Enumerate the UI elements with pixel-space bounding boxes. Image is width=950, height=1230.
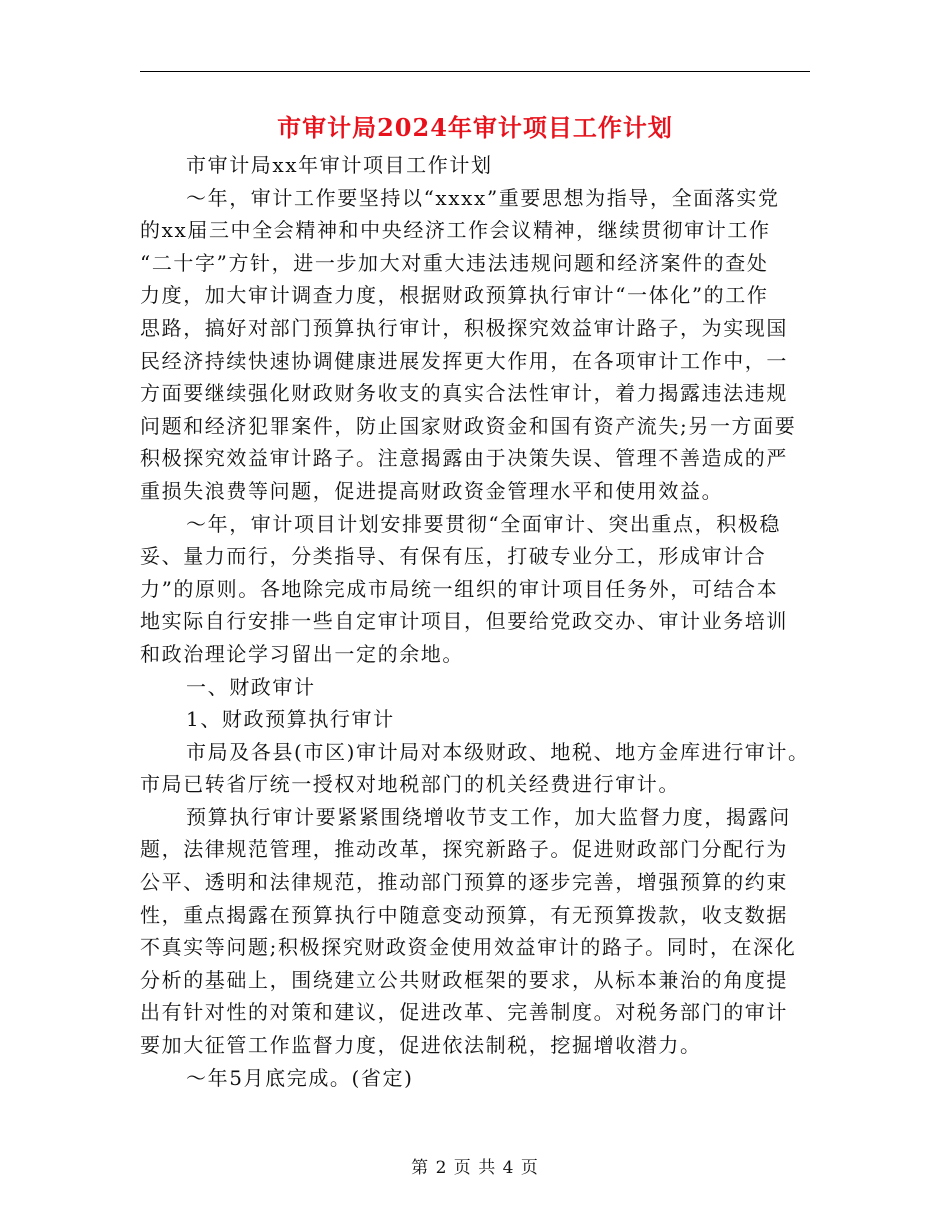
text-line: 重损失浪费等问题，促进提高财政资金管理水平和使用效益。	[140, 478, 724, 503]
text-line: 1、财政预算执行审计	[186, 707, 395, 732]
text-line: 市审计局xx年审计项目工作计划	[186, 153, 493, 177]
text-line: 分析的基础上，围绕建立公共财政框架的要求，从标本兼治的角度提	[140, 967, 788, 992]
text-line: “二十字”方针，进一步加大对重大违法违规问题和经济案件的查处	[140, 250, 769, 275]
text-line: 性，重点揭露在预算执行中随意变动预算，有无预算拨款，收支数据	[140, 902, 788, 927]
text-line: 的xx届三中全会精神和中央经济工作会议精神，继续贯彻审计工作	[140, 218, 771, 243]
document-body	[140, 149, 820, 1094]
text-line: 不真实等问题;积极探究财政资金使用效益审计的路子。同时，在深化	[140, 935, 797, 960]
text-line: 力度，加大审计调查力度，根据财政预算执行审计“一体化”的工作	[140, 283, 769, 308]
text-line: 市局已转省厅统一授权对地税部门的机关经费进行审计。	[140, 772, 680, 797]
text-line: 妥、量力而行，分类指导、有保有压，打破专业分工，形成审计合	[140, 544, 767, 569]
text-line: 公平、透明和法律规范，推动部门预算的逐步完善，增强预算的约束	[140, 870, 788, 895]
text-line: 积极探究效益审计路子。注意揭露由于决策失误、管理不善造成的严	[140, 446, 788, 471]
text-line: 要加大征管工作监督力度，促进依法制税，挖掘增收潜力。	[140, 1033, 702, 1058]
text-line: 问题和经济犯罪案件，防止国家财政资金和国有资产流失;另一方面要	[140, 413, 797, 438]
document-title: 市审计局2024年审计项目工作计划	[277, 113, 673, 142]
text-line: 市局及各县(市区)审计局对本级财政、地税、地方金库进行审计。	[186, 739, 810, 764]
page-footer: 第 2 页 共 4 页	[411, 1158, 539, 1178]
text-line: ～年，审计项目计划安排要贯彻“全面审计、突出重点，积极稳	[186, 511, 782, 536]
text-line: ～年，审计工作要坚持以“xxxx”重要思想为指导，全面落实党	[186, 185, 780, 210]
text-line: 思路，搞好对部门预算执行审计，积极探究效益审计路子，为实现国	[140, 315, 788, 340]
header-rule	[140, 71, 810, 72]
text-line: 方面要继续强化财政财务收支的真实合法性审计，着力揭露违法违规	[140, 381, 788, 406]
text-line: 力”的原则。各地除完成市局统一组织的审计项目任务外，可结合本	[140, 576, 779, 601]
text-line: ～年5月底完成。(省定)	[186, 1065, 414, 1090]
text-line: 地实际自行安排一些自定审计项目，但要给党政交办、审计业务培训	[140, 609, 788, 634]
text-line: 出有针对性的对策和建议，促进改革、完善制度。对税务部门的审计	[140, 1000, 788, 1025]
text-line: 和政治理论学习留出一定的余地。	[140, 641, 464, 666]
text-line: 预算执行审计要紧紧围绕增收节支工作，加大监督力度，揭露问	[186, 804, 791, 829]
text-line: 题，法律规范管理，推动改革，探究新路子。促进财政部门分配行为	[140, 837, 788, 862]
text-line: 民经济持续快速协调健康进展发挥更大作用，在各项审计工作中，一	[140, 348, 788, 373]
text-line: 一、财政审计	[186, 674, 316, 699]
